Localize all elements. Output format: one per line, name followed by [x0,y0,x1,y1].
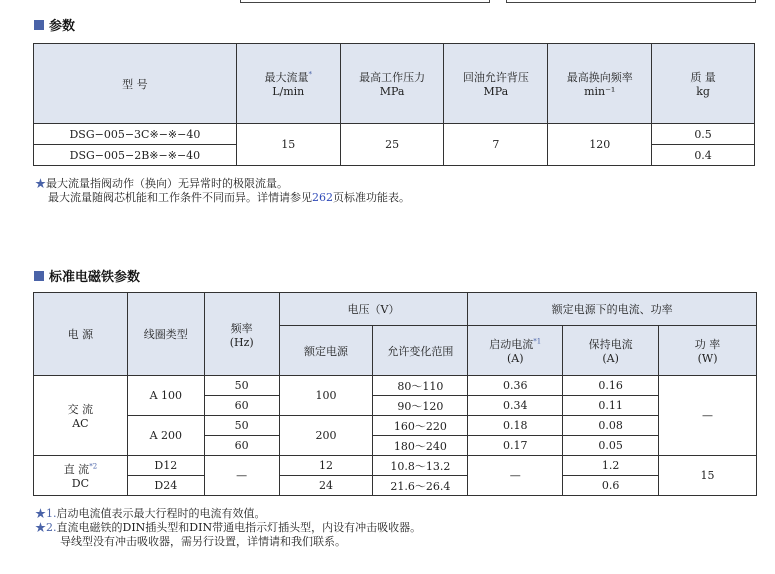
ac-power-cell: — [659,376,757,456]
start-cell: 0.18 [468,416,563,436]
dc-power-cell: 15 [659,456,757,496]
header-start-current: 启动电流$^{*1}$ (A) [468,326,563,376]
header-mass: 质 量 kg [652,44,755,124]
start-cell: — [468,456,563,496]
table-row [34,476,757,496]
mass-cell: 0.5 [652,124,755,145]
freq-cell: 50 [204,416,279,436]
rated-cell: 24 [279,476,373,496]
rated-cell: 100 [279,376,373,416]
hold-cell: 0.11 [563,396,659,416]
freq-cell: 50 [204,376,279,396]
params-table [33,43,755,166]
range-cell: 21.6〜26.4 [373,476,468,496]
back-pressure-cell: 7 [444,124,548,166]
header-max-pressure: 最高工作压力 MPa [340,44,444,124]
top-box-left [240,0,490,3]
note-line: ★1.启动电流值表示最大行程时的电流有效值。 [35,507,266,520]
header-power-source: 电 源 [34,293,128,376]
header-frequency: 最高换向频率 min⁻¹ [548,44,652,124]
freq-cell: 60 [204,396,279,416]
dc-cell: 直 流$^{*2}$ DC [34,456,128,496]
coil-cell: D24 [127,476,204,496]
params-notes [35,177,410,205]
header-model: 型 号 [34,44,237,124]
header-hold-current: 保持电流 (A) [563,326,659,376]
range-cell: 160〜220 [373,416,468,436]
coil-cell: D12 [127,456,204,476]
header-coil-type: 线圈类型 [127,293,204,376]
start-cell: 0.36 [468,376,563,396]
header-range: 允许变化范围 [373,326,468,376]
start-cell: 0.17 [468,436,563,456]
star-mark-icon: ★ [35,177,46,190]
star-mark-icon: ★ [35,521,46,534]
note-line: 导线型没有冲击吸收器，需另行设置，详情请和我们联系。 [60,535,346,548]
mass-cell: 0.4 [652,145,755,166]
params-header-row [34,44,755,124]
header-frequency: 频率 (Hz) [204,293,279,376]
square-bullet-icon [34,20,44,30]
header-rated-voltage: 额定电源 [279,326,373,376]
hold-cell: 0.05 [563,436,659,456]
star-mark-icon: ★ [35,507,46,520]
ac-cell: 交 流 AC [34,376,128,456]
header-back-pressure: 回油允许背压 MPa [444,44,548,124]
coil-cell: A 100 [127,376,204,416]
header-max-flow: 最大流量* L/min [236,44,340,124]
model-cell: DSG−005−2B※−※−40 [34,145,237,166]
solenoid-header-row [34,293,757,326]
top-box-right [506,0,756,3]
solenoid-notes [35,507,421,549]
flow-cell: 15 [236,124,340,166]
range-cell: 80〜110 [373,376,468,396]
range-cell: 180〜240 [373,436,468,456]
table-row [34,376,757,396]
solenoid-table [33,292,757,496]
start-cell: 0.34 [468,396,563,416]
rated-cell: 12 [279,456,373,476]
hold-cell: 1.2 [563,456,659,476]
square-bullet-icon [34,271,44,281]
page-link[interactable]: 262 [312,191,333,204]
range-cell: 10.8〜13.2 [373,456,468,476]
rated-cell: 200 [279,416,373,456]
table-row [34,456,757,476]
section-title-text: 参数 [49,19,76,34]
freq-cell: — [204,456,279,496]
hold-cell: 0.6 [563,476,659,496]
frequency-cell: 120 [548,124,652,166]
section-title-text: 标准电磁铁参数 [49,270,141,285]
pressure-cell: 25 [340,124,444,166]
table-row [34,124,755,145]
model-cell: DSG−005−3C※−※−40 [34,124,237,145]
header-voltage: 电压（V） [279,293,468,326]
header-rated-current: 额定电源下的电流、功率 [468,293,757,326]
table-row [34,416,757,436]
note-line: 最大流量随阀芯机能和工作条件不同而异。详情请参见262页标准功能表。 [48,191,410,204]
section-title-solenoid [34,266,140,285]
hold-cell: 0.16 [563,376,659,396]
freq-cell: 60 [204,436,279,456]
note-line: ★2.直流电磁铁的DIN插头型和DIN带通电指示灯插头型，内设有冲击吸收器。 [35,521,422,534]
note-line: ★最大流量指阀动作（换向）无异常时的极限流量。 [35,177,288,190]
coil-cell: A 200 [127,416,204,456]
hold-cell: 0.08 [563,416,659,436]
range-cell: 90〜120 [373,396,468,416]
header-power: 功 率 (W) [659,326,757,376]
section-title-params [34,15,75,34]
